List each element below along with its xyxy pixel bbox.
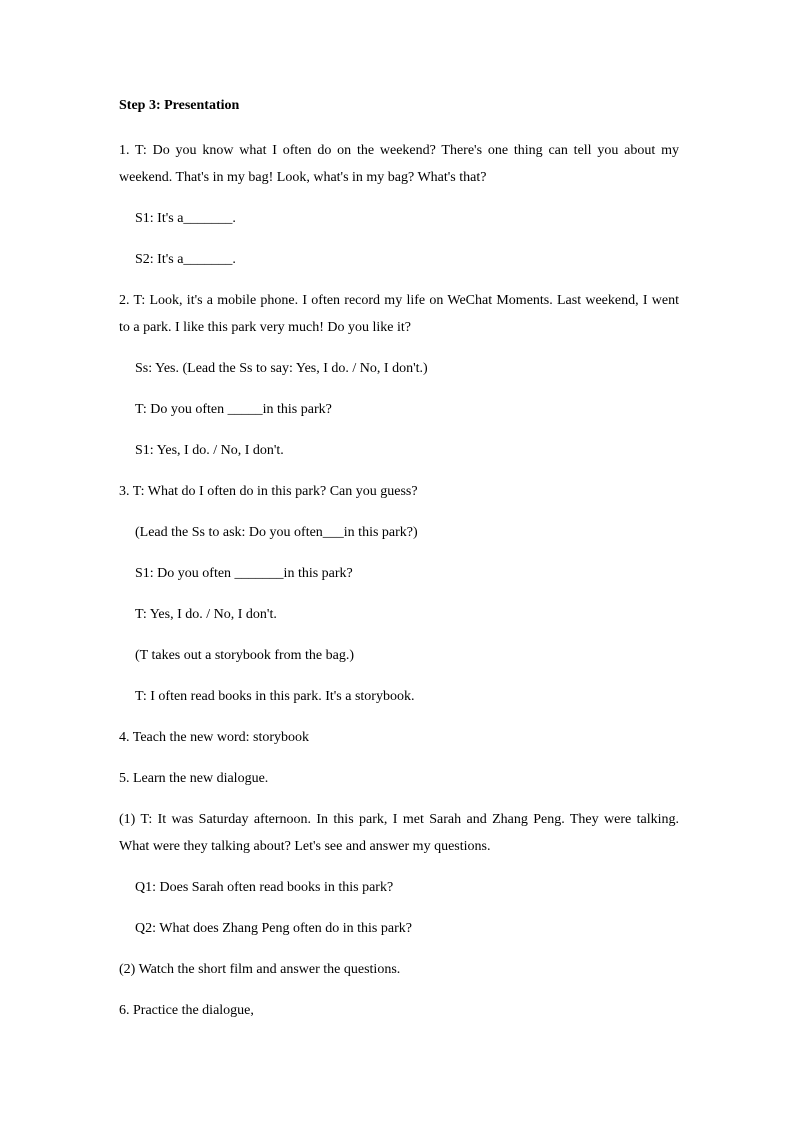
- paragraph-t-question: T: Do you often _____in this park?: [135, 402, 332, 417]
- paragraph-2: 2. T: Look, it's a mobile phone. I often record my life on WeChat Moments. Last weekend, I went to a park. I like this park very much! Do you like it?: [119, 293, 679, 335]
- paragraph-q1: Q1: Does Sarah often read books in this park?: [135, 880, 394, 895]
- paragraph-q2: Q2: What does Zhang Peng often do in this park?: [135, 921, 412, 936]
- paragraph-s2-answer: S2: It's a_______.: [135, 252, 236, 267]
- paragraph-lead-ask: (Lead the Ss to ask: Do you often___in this park?): [135, 525, 418, 540]
- paragraph-s1-reply: S1: Yes, I do. / No, I don't.: [135, 443, 284, 458]
- paragraph-t-reply: T: Yes, I do. / No, I don't.: [135, 607, 277, 622]
- paragraph-6: 6. Practice the dialogue,: [119, 1003, 254, 1018]
- document-page: [119, 96, 679, 1038]
- paragraph-s1-ask: S1: Do you often _______in this park?: [135, 566, 353, 581]
- paragraph-5: 5. Learn the new dialogue.: [119, 771, 269, 786]
- paragraph-5-1: (1) T: It was Saturday afternoon. In this park, I met Sarah and Zhang Peng. They were talking. What were they talking about? Let's see and answer my questions.: [119, 812, 679, 854]
- paragraph-1: 1. T: Do you know what I often do on the weekend? There's one thing can tell you about my weekend. That's in my bag! Look, what's in my bag? What's that?: [119, 143, 679, 185]
- paragraph-t-read-books: T: I often read books in this park. It's a storybook.: [135, 689, 415, 704]
- paragraph-ss-yes: Ss: Yes. (Lead the Ss to say: Yes, I do. / No, I don't.): [135, 361, 428, 376]
- paragraph-4: 4. Teach the new word: storybook: [119, 730, 310, 745]
- section-heading: Step 3: Presentation: [119, 98, 240, 113]
- paragraph-s1-answer: S1: It's a_______.: [135, 211, 236, 226]
- paragraph-storybook-action: (T takes out a storybook from the bag.): [135, 648, 355, 663]
- paragraph-5-2: (2) Watch the short film and answer the questions.: [119, 962, 401, 977]
- paragraph-3: 3. T: What do I often do in this park? Can you guess?: [119, 484, 418, 499]
